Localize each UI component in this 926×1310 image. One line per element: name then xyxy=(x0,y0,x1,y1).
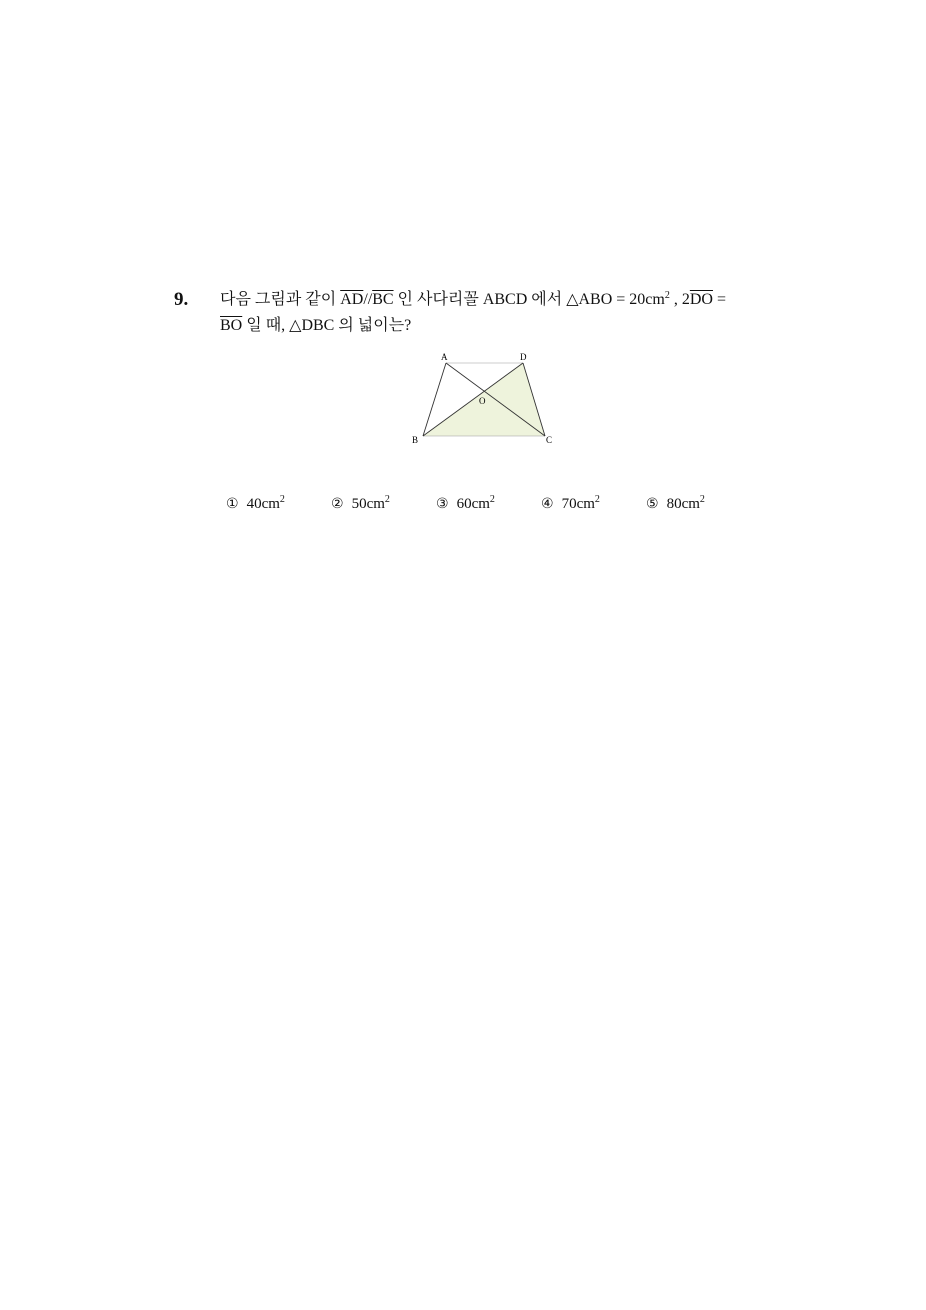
choice-4-mark: ④ xyxy=(541,496,554,512)
choice-4[interactable] xyxy=(541,496,600,513)
choice-3-mark: ③ xyxy=(436,496,449,512)
question-text-tail: = xyxy=(712,291,726,308)
choice-5-value: 80cm xyxy=(666,496,700,512)
choice-2-exponent: 2 xyxy=(384,494,390,505)
segment-bo: $\overline{BO}$ xyxy=(220,317,243,334)
problem-number: 9. xyxy=(174,289,189,310)
question-line-2 xyxy=(220,316,411,336)
question-text-tail-pre: , 2 xyxy=(669,291,690,308)
label-c: C xyxy=(546,435,553,445)
choice-1-value: 40cm xyxy=(246,496,280,512)
choice-3-exponent: 2 xyxy=(489,494,495,505)
choice-1-exponent: 2 xyxy=(279,494,285,505)
segment-bc: $\overline{BC}$ xyxy=(372,291,394,308)
segment-ad: $\overline{AD}$ xyxy=(340,291,364,308)
choice-2-value: 50cm xyxy=(351,496,385,512)
segment-do: $\overline{DO}$ xyxy=(689,291,713,308)
label-a: A xyxy=(441,352,448,362)
question-line-1 xyxy=(220,290,726,310)
choice-5[interactable] xyxy=(646,496,705,513)
parallel-sign: // xyxy=(363,291,373,308)
choice-2-mark: ② xyxy=(331,496,344,512)
label-b: B xyxy=(412,435,419,445)
choice-4-value: 70cm xyxy=(561,496,595,512)
trapezoid-figure xyxy=(405,348,565,450)
choice-1-mark: ① xyxy=(226,496,239,512)
choice-3-value: 60cm xyxy=(456,496,490,512)
choice-2[interactable] xyxy=(331,496,390,513)
area-unit-exponent: 2 xyxy=(664,290,670,301)
question-text-pre: 다음 그림과 같이 xyxy=(220,291,341,308)
question-text-mid: 인 사다리꼴 ABCD 에서 △ABO = 20cm xyxy=(393,291,665,308)
answer-choices xyxy=(226,496,746,518)
choice-1[interactable] xyxy=(226,496,285,513)
choice-5-mark: ⑤ xyxy=(646,496,659,512)
question-text-end: 일 때, △DBC 의 넓이는? xyxy=(242,317,412,334)
choice-3[interactable] xyxy=(436,496,495,513)
label-d: D xyxy=(520,352,527,362)
choice-4-exponent: 2 xyxy=(594,494,600,505)
label-o: O xyxy=(479,396,486,406)
choice-5-exponent: 2 xyxy=(699,494,705,505)
